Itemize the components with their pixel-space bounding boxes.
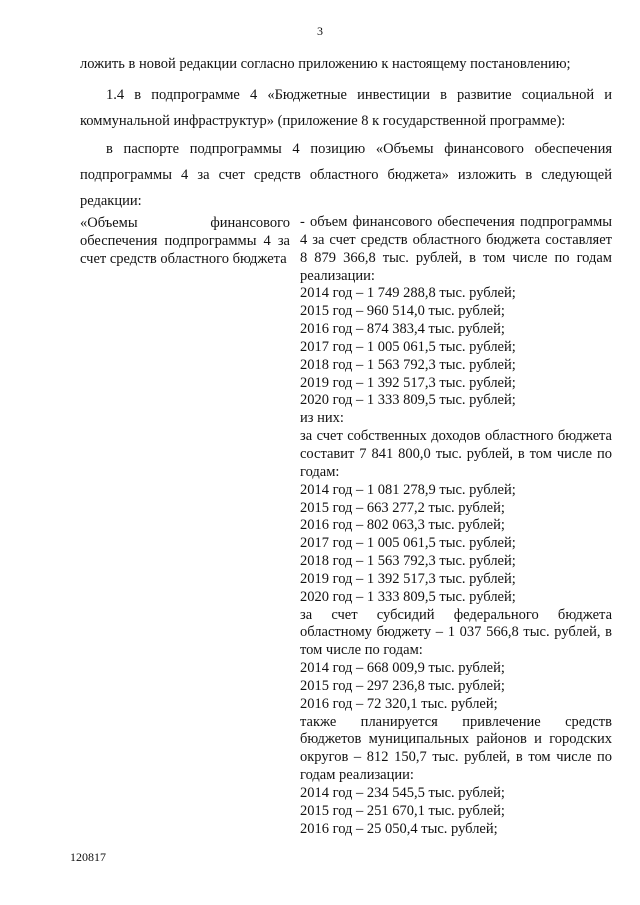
year-line: 2016 год – 25 050,4 тыс. рублей; — [300, 820, 498, 837]
year-line: 2020 год – 1 333 809,5 тыс. рублей; — [300, 392, 516, 409]
year-line: 2016 год – 72 320,1 тыс. рублей; — [300, 695, 498, 712]
year-line: 2015 год – 251 670,1 тыс. рублей; — [300, 802, 505, 819]
year-line: 2014 год – 1 081 278,9 тыс. рублей; — [300, 481, 516, 498]
paragraph-passport-change: в паспорте подпрограммы 4 позицию «Объемы финансового обеспечения подпрограммы 4 за счет средств областного бюджета» изложить в следующей редакции: — [80, 141, 612, 209]
year-line: 2015 год – 663 277,2 тыс. рублей; — [300, 499, 505, 516]
table-left-cell: «Объемы финансового обеспечения подпрограммы 4 за счет средств областного бюджета — [80, 215, 290, 267]
federal-subsidy-years — [300, 660, 612, 714]
paragraph-item-1-4: 1.4 в подпрограмме 4 «Бюджетные инвестиции в развитие социальной и коммунальной инфраструктур» (приложение 8 к государственной программе): — [80, 87, 612, 129]
year-line: 2017 год – 1 005 061,5 тыс. рублей; — [300, 338, 516, 355]
paragraph-continuation: ложить в новой редакции согласно приложению к настоящему постановлению; — [80, 56, 571, 72]
funding-total-years — [300, 285, 612, 410]
year-line: 2019 год – 1 392 517,3 тыс. рублей; — [300, 374, 516, 391]
year-line: 2014 год – 668 009,9 тыс. рублей; — [300, 660, 505, 677]
own-revenue-intro: за счет собственных доходов областного бюджета составит 7 841 800,0 тыс. рублей, в том числе по годам: — [300, 428, 612, 480]
year-line: 2017 год – 1 005 061,5 тыс. рублей; — [300, 535, 516, 552]
table-right-cell — [300, 214, 612, 839]
year-line: 2014 год – 234 545,5 тыс. рублей; — [300, 785, 505, 801]
year-line: 2014 год – 1 749 288,8 тыс. рублей; — [300, 285, 516, 302]
year-line: 2015 год – 960 514,0 тыс. рублей; — [300, 303, 505, 320]
year-line: 2019 год – 1 392 517,3 тыс. рублей; — [300, 570, 516, 587]
year-line: 2018 год – 1 563 792,3 тыс. рублей; — [300, 553, 516, 570]
funding-total-intro: - объем финансового обеспечения подпрограммы 4 за счет средств областного бюджета составляет 8 879 366,8 тыс. рублей, в том числе по годам реализации: — [300, 214, 612, 284]
municipal-funds-years — [300, 785, 612, 839]
document-code: 120817 — [70, 850, 106, 864]
municipal-funds-intro: также планируется привлечение средств бюджетов муниципальных районов и городских округов – 812 150,7 тыс. рублей, в том числе по годам реализации: — [300, 713, 612, 784]
year-line: 2016 год – 874 383,4 тыс. рублей; — [300, 321, 505, 338]
year-line: 2018 год – 1 563 792,3 тыс. рублей; — [300, 356, 516, 373]
of-them-label: из них: — [300, 410, 344, 427]
year-line: 2015 год – 297 236,8 тыс. рублей; — [300, 677, 505, 694]
page-number: 3 — [317, 24, 323, 38]
year-line: 2020 год – 1 333 809,5 тыс. рублей; — [300, 588, 516, 605]
year-line: 2016 год – 802 063,3 тыс. рублей; — [300, 517, 505, 534]
own-revenue-years — [300, 482, 612, 607]
federal-subsidy-intro: за счет субсидий федерального бюджета областному бюджету – 1 037 566,8 тыс. рублей, в том числе по годам: — [300, 606, 612, 659]
